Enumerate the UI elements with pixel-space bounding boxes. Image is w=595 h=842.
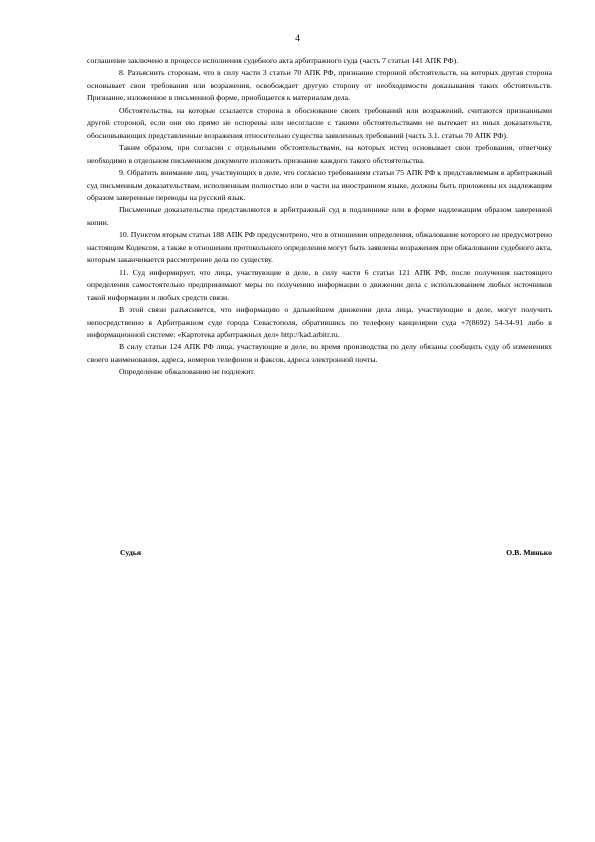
page-number: 4: [295, 34, 300, 44]
paragraph-admission-instruction: Таким образом, при согласии с отдельными обстоятельствами, на которых истец основывает свои требования, ответчику необходимо в отдельном письменном документе изложить признание каждого такого обстоятельства.: [87, 143, 552, 165]
paragraph-continuation: соглашение заключено в процессе исполнения судебного акта арбитражного суда (часть 7 статьи 141 АПК РФ).: [87, 56, 459, 65]
signature-role: Судья: [120, 548, 142, 557]
document-body: [87, 55, 552, 379]
paragraph-not-appealable: Определение обжалованию не подлежит.: [119, 367, 256, 377]
paragraph-item-11: 11. Суд информирует, что лица, участвующие в деле, в силу части 6 статьи 121 АПК РФ, после получения настоящего определения самостоятельно предпринимают меры по получению информации о движении дела с использованием любых источников такой информации и любых средств связи.: [87, 267, 552, 302]
paragraph-item-8: 8. Разъяснить сторонам, что в силу части 3 статьи 70 АПК РФ, признание стороной обстоятельств, на которых другая сторона основывает свои требования или возражения, освобождает другую сторону от необходимости доказывания таких обстоятельств. Признание, изложенное в письменной форме, приобщается к материалам дела.: [87, 68, 552, 103]
signature-name: О.В. Минько: [506, 548, 552, 557]
paragraph-admitted-circumstances: Обстоятельства, на которые ссылается сторона в обоснование своих требований или возражений, считаются признанными другой стороной, если они ею прямо не оспорены или несогласие с такими обстоятельствами не вытекает из иных доказательств, обосновывающих представленные возражения относительно существа заявленных требований (часть 3.1. статьи 70 АПК РФ).: [87, 105, 552, 140]
signature-block: [120, 548, 552, 557]
paragraph-written-evidence: Письменные доказательства представляются в арбитражный суд в подлиннике или в форме надлежащим образом заверенной копии.: [87, 205, 552, 227]
paragraph-article-124: В силу статьи 124 АПК РФ лица, участвующие в деле, во время производства по делу обязаны сообщить суду об изменениях своего наименования, адреса, номеров телефонов и факсов, адреса электронной почты.: [87, 342, 552, 364]
paragraph-item-10: 10. Пунктом вторым статьи 188 АПК РФ предусмотрено, что в отношении определения, обжалование которого не предусмотрено настоящим Кодексом, а также в отношении протокольного определения могут быть заявлены возражения при обжаловании судебного акта, которым заканчивается рассмотрение дела по существу.: [87, 230, 552, 265]
paragraph-item-9: 9. Обратить внимание лиц, участвующих в деле, что согласно требованиям статьи 75 АПК РФ к представляемым в арбитражный суд письменным доказательствам, исполненным полностью или в части на иностранном языке, должны быть приложены их надлежащим образом заверенные переводы на русский язык.: [87, 168, 552, 202]
paragraph-contact-info: В этой связи разъясняется, что информацию о дальнейшем движении дела лица, участвующие в деле, могут получить непосредственно в Арбитражном суде города Севастополя, обратившись по телефону канцелярии суда +7(8692) 54-34-91 либо в информационной системе: «Картотека арбитражных дел» http://kad.arbitr.ru.: [87, 305, 552, 339]
